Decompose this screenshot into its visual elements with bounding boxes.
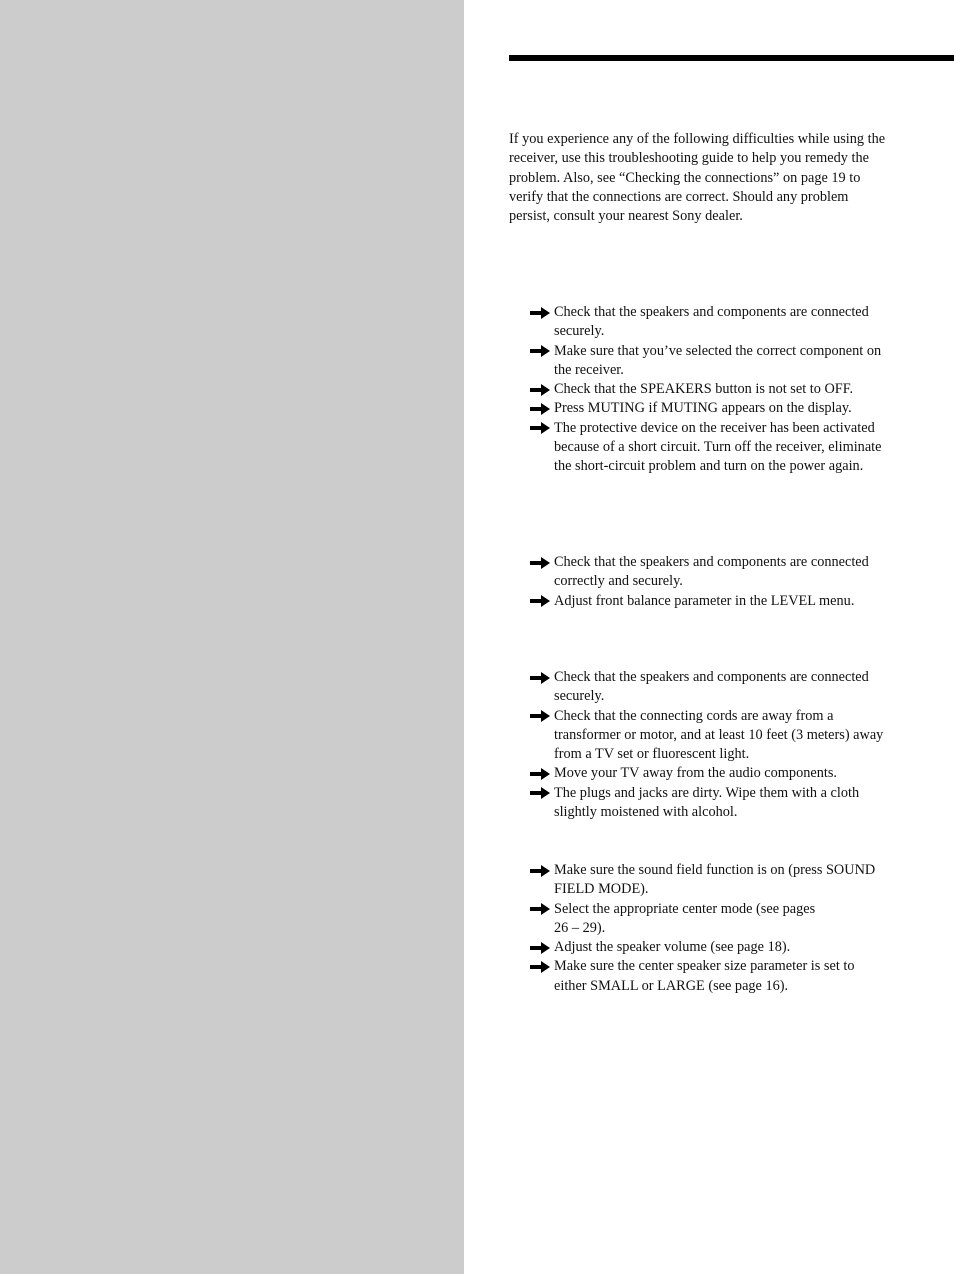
list-item: Check that the speakers and components are connected securely. (530, 303, 890, 342)
right-arrow-icon (530, 399, 554, 418)
right-arrow-icon (530, 938, 554, 957)
right-arrow-icon (530, 553, 554, 572)
right-arrow-icon (530, 592, 554, 611)
right-arrow-icon (530, 784, 554, 803)
list-item: Make sure the center speaker size parameter is set to either SMALL or LARGE (see page 16). (530, 957, 890, 996)
right-arrow-icon (530, 900, 554, 919)
right-arrow-icon (530, 957, 554, 976)
troubleshooting-group-4 (530, 861, 890, 996)
right-arrow-icon (530, 668, 554, 687)
troubleshooting-group-2 (530, 553, 890, 611)
right-arrow-icon (530, 342, 554, 361)
right-arrow-icon (530, 303, 554, 322)
intro-paragraph: If you experience any of the following difficulties while using the receiver, use this troubleshooting guide to help you remedy the problem. Also, see “Checking the connections” on page 19 to verify that the connections are correct. Should any problem persist, consult your nearest Sony dealer. (509, 131, 886, 225)
list-item: Adjust front balance parameter in the LEVEL menu. (530, 592, 890, 611)
list-item: Move your TV away from the audio components. (530, 764, 890, 783)
troubleshooting-group-3 (530, 668, 890, 822)
right-arrow-icon (530, 419, 554, 438)
list-item: Adjust the speaker volume (see page 18). (530, 938, 890, 957)
list-item: Make sure the sound field function is on (press SOUND FIELD MODE). (530, 861, 890, 900)
right-arrow-icon (530, 764, 554, 783)
list-item: Check that the SPEAKERS button is not set to OFF. (530, 380, 890, 399)
right-arrow-icon (530, 707, 554, 726)
list-item: Check that the speakers and components are connected correctly and securely. (530, 553, 890, 592)
header-rule (509, 55, 954, 61)
list-item: The protective device on the receiver has been activated because of a short circuit. Turn off the receiver, eliminate the short-circuit problem and turn on the power again. (530, 419, 890, 477)
right-arrow-icon (530, 380, 554, 399)
list-item: Make sure that you’ve selected the correct component on the receiver. (530, 342, 890, 381)
list-item: Check that the connecting cords are away from a transformer or motor, and at least 10 feet (3 meters) away from a TV set or fluorescent light. (530, 707, 890, 765)
right-arrow-icon (530, 861, 554, 880)
list-item: Press MUTING if MUTING appears on the display. (530, 399, 890, 418)
list-item: Select the appropriate center mode (see pages 26 – 29). (530, 900, 890, 939)
list-item: The plugs and jacks are dirty. Wipe them with a cloth slightly moistened with alcohol. (530, 784, 890, 823)
list-item: Check that the speakers and components are connected securely. (530, 668, 890, 707)
gray-sidebar (0, 0, 464, 1274)
troubleshooting-group-1 (530, 303, 890, 477)
